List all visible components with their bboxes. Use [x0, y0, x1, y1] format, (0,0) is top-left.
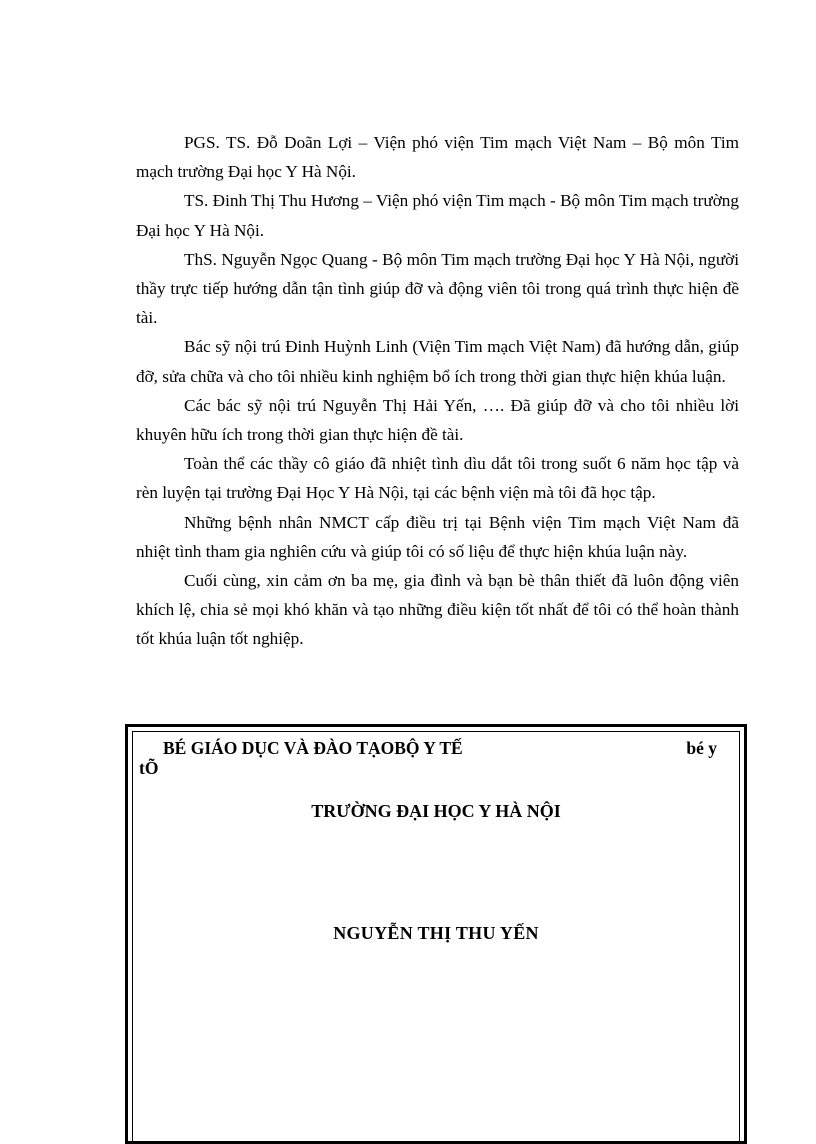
author-name: NGUYỄN THỊ THU YẾN	[333, 923, 539, 943]
ack-paragraph: Bác sỹ nội trú Đinh Huỳnh Linh (Viện Tim mạch Việt Nam) đã hướng dẫn, giúp đỡ, sửa chữa và cho tôi nhiều kinh nghiệm bổ ích trong thời gian thực hiện khúa luận.	[136, 337, 739, 386]
acknowledgements-section	[136, 128, 739, 654]
ack-paragraph: TS. Đinh Thị Thu Hương – Viện phó viện Tim mạch - Bộ môn Tim mạch trường Đại học Y Hà Nội.	[136, 191, 739, 240]
ack-paragraph: PGS. TS. Đỗ Doãn Lợi – Viện phó viện Tim mạch Việt Nam – Bộ môn Tim mạch trường Đại học Y Hà Nội.	[136, 133, 739, 182]
ministry-heading-wrap: tÕ	[139, 758, 159, 778]
ack-paragraph: Những bệnh nhân NMCT cấp điều trị tại Bệnh viện Tim mạch Việt Nam đã nhiệt tình tham gia nghiên cứu và giúp tôi có số liệu để thực hiện khúa luận này.	[136, 512, 739, 561]
school-name: TRƯỜNG ĐẠI HỌC Y HÀ NỘI	[311, 801, 561, 821]
ack-paragraph: ThS. Nguyễn Ngọc Quang - Bộ môn Tim mạch trường Đại học Y Hà Nội, người thầy trực tiếp hướng dẫn tận tình giúp đỡ và động viên tôi trong quá trình thực hiện đề tài.	[136, 249, 739, 328]
cover-page-frame	[125, 724, 747, 1144]
ack-paragraph: Toàn thể các thầy cô giáo đã nhiệt tình dìu dắt tôi trong suốt 6 năm học tập và rèn luyện tại trường Đại Học Y Hà Nội, tại các bệnh viện mà tôi đã học tập.	[136, 454, 739, 503]
cover-inner-border	[132, 731, 740, 1141]
ack-paragraph: Cuối cùng, xin cảm ơn ba mẹ, gia đình và bạn bè thân thiết đã luôn động viên khích lệ, chia sẻ mọi khó khăn và tạo những điều kiện tốt nhất để tôi có thể hoàn thành tốt khúa luận tốt nghiệp.	[136, 571, 739, 649]
ministry-heading-right: bé y	[686, 738, 717, 758]
ack-paragraph: Các bác sỹ nội trú Nguyễn Thị Hải Yến, …. Đã giúp đỡ và cho tôi nhiều lời khuyên hữu ích trong thời gian thực hiện đề tài.	[136, 395, 739, 445]
ministry-heading: BÉ GIÁO DỤC VÀ ĐÀO TẠOBỘ Y TẾ	[163, 738, 463, 758]
